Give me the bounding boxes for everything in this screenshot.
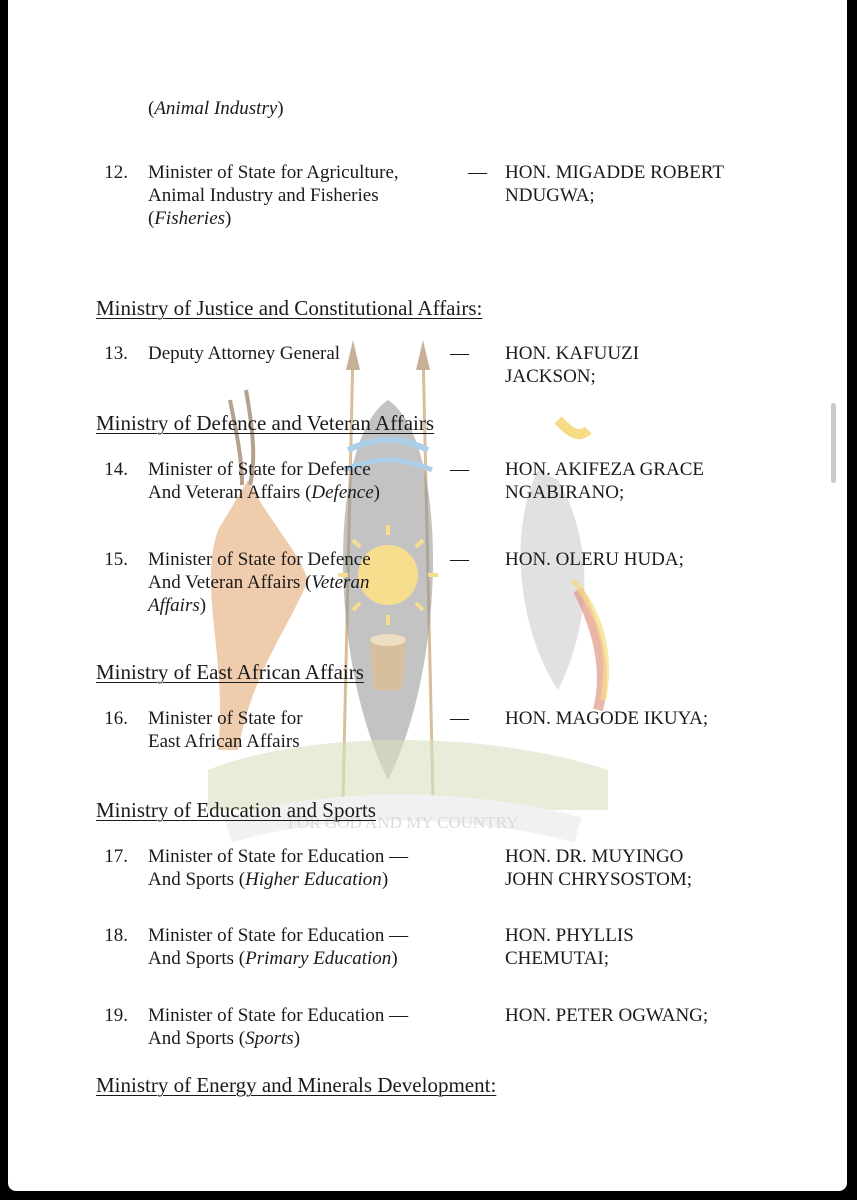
item-number: 16. bbox=[104, 708, 128, 729]
item-appointee: HON. MIGADDE ROBERT NDUGWA; bbox=[505, 162, 724, 206]
item-number: 17. bbox=[104, 846, 128, 867]
item-dash: — bbox=[468, 162, 487, 183]
item-appointee: HON. AKIFEZA GRACE NGABIRANO; bbox=[505, 459, 704, 503]
item-title: Minister of State for East African Affairs bbox=[148, 708, 303, 752]
item-appointee: HON. PETER OGWANG; bbox=[505, 1005, 709, 1026]
item-appointee: HON. DR. MUYINGO JOHN CHRYSOSTOM; bbox=[505, 846, 693, 890]
section-heading-justice: Ministry of Justice and Constitutional Affairs: bbox=[96, 296, 483, 320]
item-appointee: HON. MAGODE IKUYA; bbox=[505, 708, 709, 729]
document-page bbox=[8, 0, 847, 1191]
section-heading-defence: Ministry of Defence and Veteran Affairs bbox=[96, 411, 435, 435]
section-heading-education: Ministry of Education and Sports bbox=[96, 798, 376, 822]
item-number: 18. bbox=[104, 925, 128, 946]
item-title: Minister of State for Education — And Sports (Higher Education) bbox=[148, 846, 409, 890]
watermark-motto: FOR GOD AND MY COUNTRY bbox=[287, 813, 519, 832]
item-dash: — bbox=[450, 459, 469, 480]
section-heading-energy: Ministry of Energy and Minerals Development: bbox=[96, 1073, 497, 1097]
item-title: Minister of State for Education — And Sports (Sports) bbox=[148, 1005, 409, 1049]
item-title: Minister of State for Defence And Veteran Affairs (Defence) bbox=[148, 459, 380, 503]
item-number: 19. bbox=[104, 1005, 128, 1026]
section-heading-east-african: Ministry of East African Affairs bbox=[96, 660, 364, 684]
item-title: Minister of State for Agriculture, Animal Industry and Fisheries (Fisheries) bbox=[148, 162, 399, 229]
item-dash: — bbox=[450, 549, 469, 570]
item-number: 12. bbox=[104, 162, 128, 183]
scrollbar-thumb[interactable] bbox=[831, 403, 836, 483]
item-appointee: HON. PHYLLIS CHEMUTAI; bbox=[505, 925, 634, 969]
item-dash: — bbox=[450, 708, 469, 729]
item-dash: — bbox=[450, 343, 469, 364]
item-appointee: HON. OLERU HUDA; bbox=[505, 549, 684, 570]
item-title: Deputy Attorney General bbox=[148, 343, 341, 364]
item-number: 15. bbox=[104, 549, 128, 570]
item-number: 14. bbox=[104, 459, 128, 480]
item-number: 13. bbox=[104, 343, 128, 364]
continued-item-subtitle: (Animal Industry) bbox=[148, 98, 284, 119]
item-appointee: HON. KAFUUZI JACKSON; bbox=[505, 343, 640, 387]
item-title: Minister of State for Defence And Veteran Affairs (Veteran Affairs) bbox=[148, 549, 371, 616]
item-title: Minister of State for Education — And Sports (Primary Education) bbox=[148, 925, 409, 969]
